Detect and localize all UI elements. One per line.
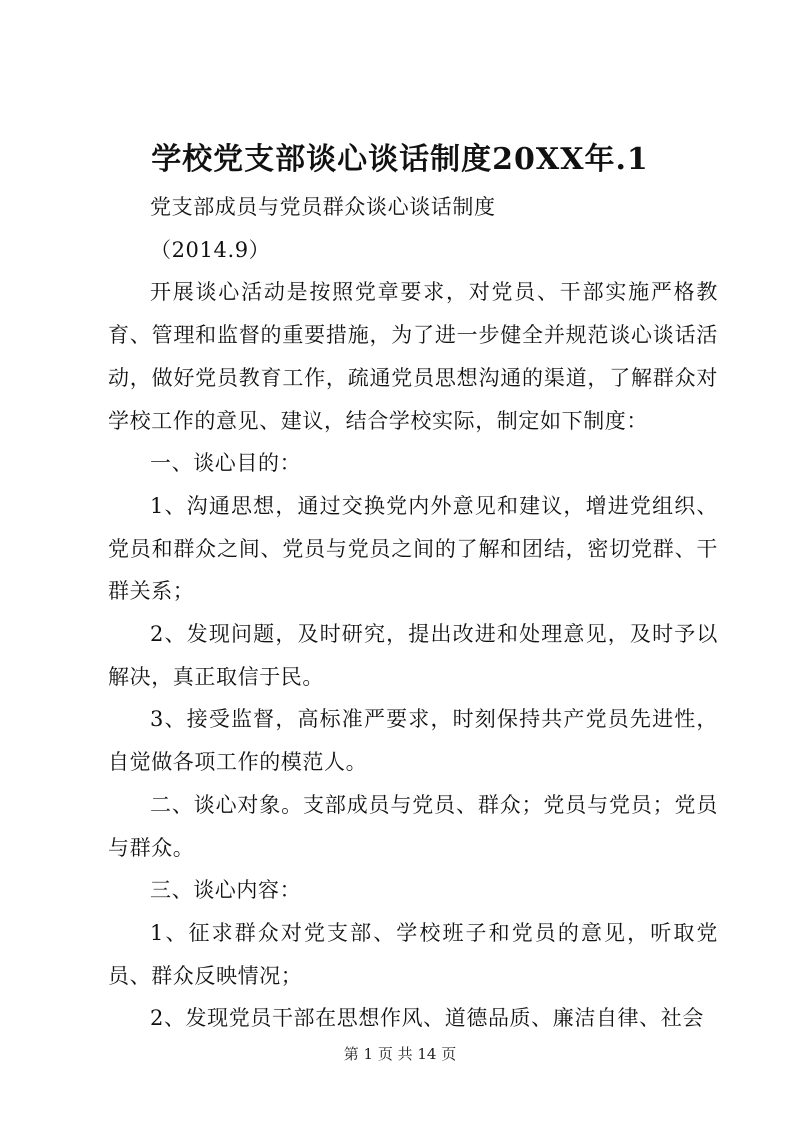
purpose-item-2: 2、发现问题，及时研究，提出改进和处理意见，及时予以解决，真正取信于民。 bbox=[108, 622, 718, 689]
content-item-1: 1、征求群众对党支部、学校班子和党员的意见，听取党员、群众反映情况； bbox=[108, 920, 718, 988]
date-paragraph: （2014.9） bbox=[150, 237, 271, 262]
page-footer: 第 1 页 共 14 页 bbox=[343, 1045, 457, 1063]
document-title: 学校党支部谈心谈话制度20XX年.1 bbox=[151, 142, 649, 177]
intro-paragraph: 开展谈心活动是按照党章要求，对党员、干部实施严格教育、管理和监督的重要措施，为了进一步健全并规范谈心谈话活动，做好党员教育工作，疏通党员思想沟通的渠道，了解群众对学校工作的意见、建议，结合学校实际，制定如下制度： bbox=[108, 280, 718, 433]
content-item-2: 2、发现党员干部在思想作风、道德品质、廉洁自律、社会 bbox=[150, 1006, 704, 1031]
subtitle-paragraph: 党支部成员与党员群众谈心谈话制度 bbox=[150, 195, 496, 219]
document-body bbox=[108, 186, 718, 1040]
purpose-item-1: 1、沟通思想，通过交换党内外意见和建议，增进党组织、党员和群众之间、党员与党员之间的了解和团结，密切党群、干群关系； bbox=[108, 493, 718, 604]
purpose-item-3: 3、接受监督，高标准严要求，时刻保持共产党员先进性，自觉做各项工作的模范人。 bbox=[108, 707, 718, 775]
section-heading-1: 一、谈心目的： bbox=[150, 451, 302, 476]
section-heading-2: 二、谈心对象。支部成员与党员、群众；党员与党员；党员与群众。 bbox=[108, 792, 718, 860]
section-heading-3: 三、谈心内容： bbox=[150, 878, 302, 903]
